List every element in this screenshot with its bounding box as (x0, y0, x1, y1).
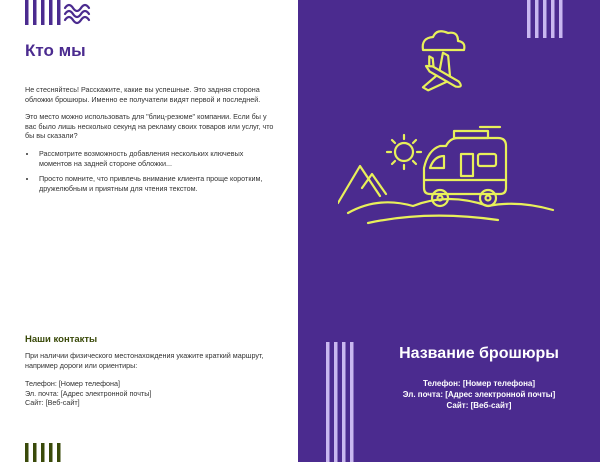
about-bullets (25, 149, 275, 193)
about-body (25, 85, 275, 199)
about-bullet: • Просто помните, что привлечь внимание клиента проще коротким, дружелюбным и приятным для чтения текстом. (37, 174, 275, 193)
contacts-body (25, 351, 275, 408)
contacts-intro: При наличии физического местонахождения укажите краткий маршрут, например дороги или ориентиры: (25, 351, 264, 370)
cover-email: Эл. почта: [Адрес электронной почты] (402, 390, 556, 399)
about-paragraph-1: Не стесняйтесь! Расскажите, какие вы успешные. Это задняя сторона обложки брошюры. Именно ее получатели видят первой и последней. (25, 85, 261, 104)
contacts-phone: Телефон: [Номер телефона] (25, 379, 120, 389)
mountains-icon (338, 166, 386, 203)
travel-illustration (338, 28, 558, 238)
about-bullet: • Рассмотрите возможность добавления нескольких ключевых моментов на задней стороне обложки... (37, 149, 275, 168)
cloud-icon (423, 31, 465, 50)
airplane-icon (414, 48, 470, 104)
contacts-heading: Наши контакты (25, 334, 98, 345)
sun-icon (387, 135, 421, 169)
brochure-title: Название брошюры (399, 345, 559, 362)
cover-phone: Телефон: [Номер телефона] (422, 379, 536, 388)
cover-contacts (368, 378, 590, 411)
stripes-waves-decoration (25, 0, 95, 26)
about-heading: Кто мы (25, 41, 86, 60)
contacts-site: Сайт: [Веб-сайт] (25, 398, 80, 408)
front-cover-panel (298, 0, 600, 462)
cover-site: Сайт: [Веб-сайт] (446, 401, 512, 410)
bottom-stripes-decoration (25, 443, 65, 462)
contacts-email: Эл. почта: [Адрес электронной почты] (25, 388, 152, 398)
back-cover-panel (0, 0, 298, 462)
about-paragraph-2: Это место можно использовать для "блиц-резюме" компании. Если бы у вас было лишь несколько секунд на рекламу своих товаров или услуг, что бы вы сказали? (25, 112, 274, 141)
bottom-right-stripes-decoration (326, 342, 366, 462)
camper-van-icon (424, 127, 506, 206)
